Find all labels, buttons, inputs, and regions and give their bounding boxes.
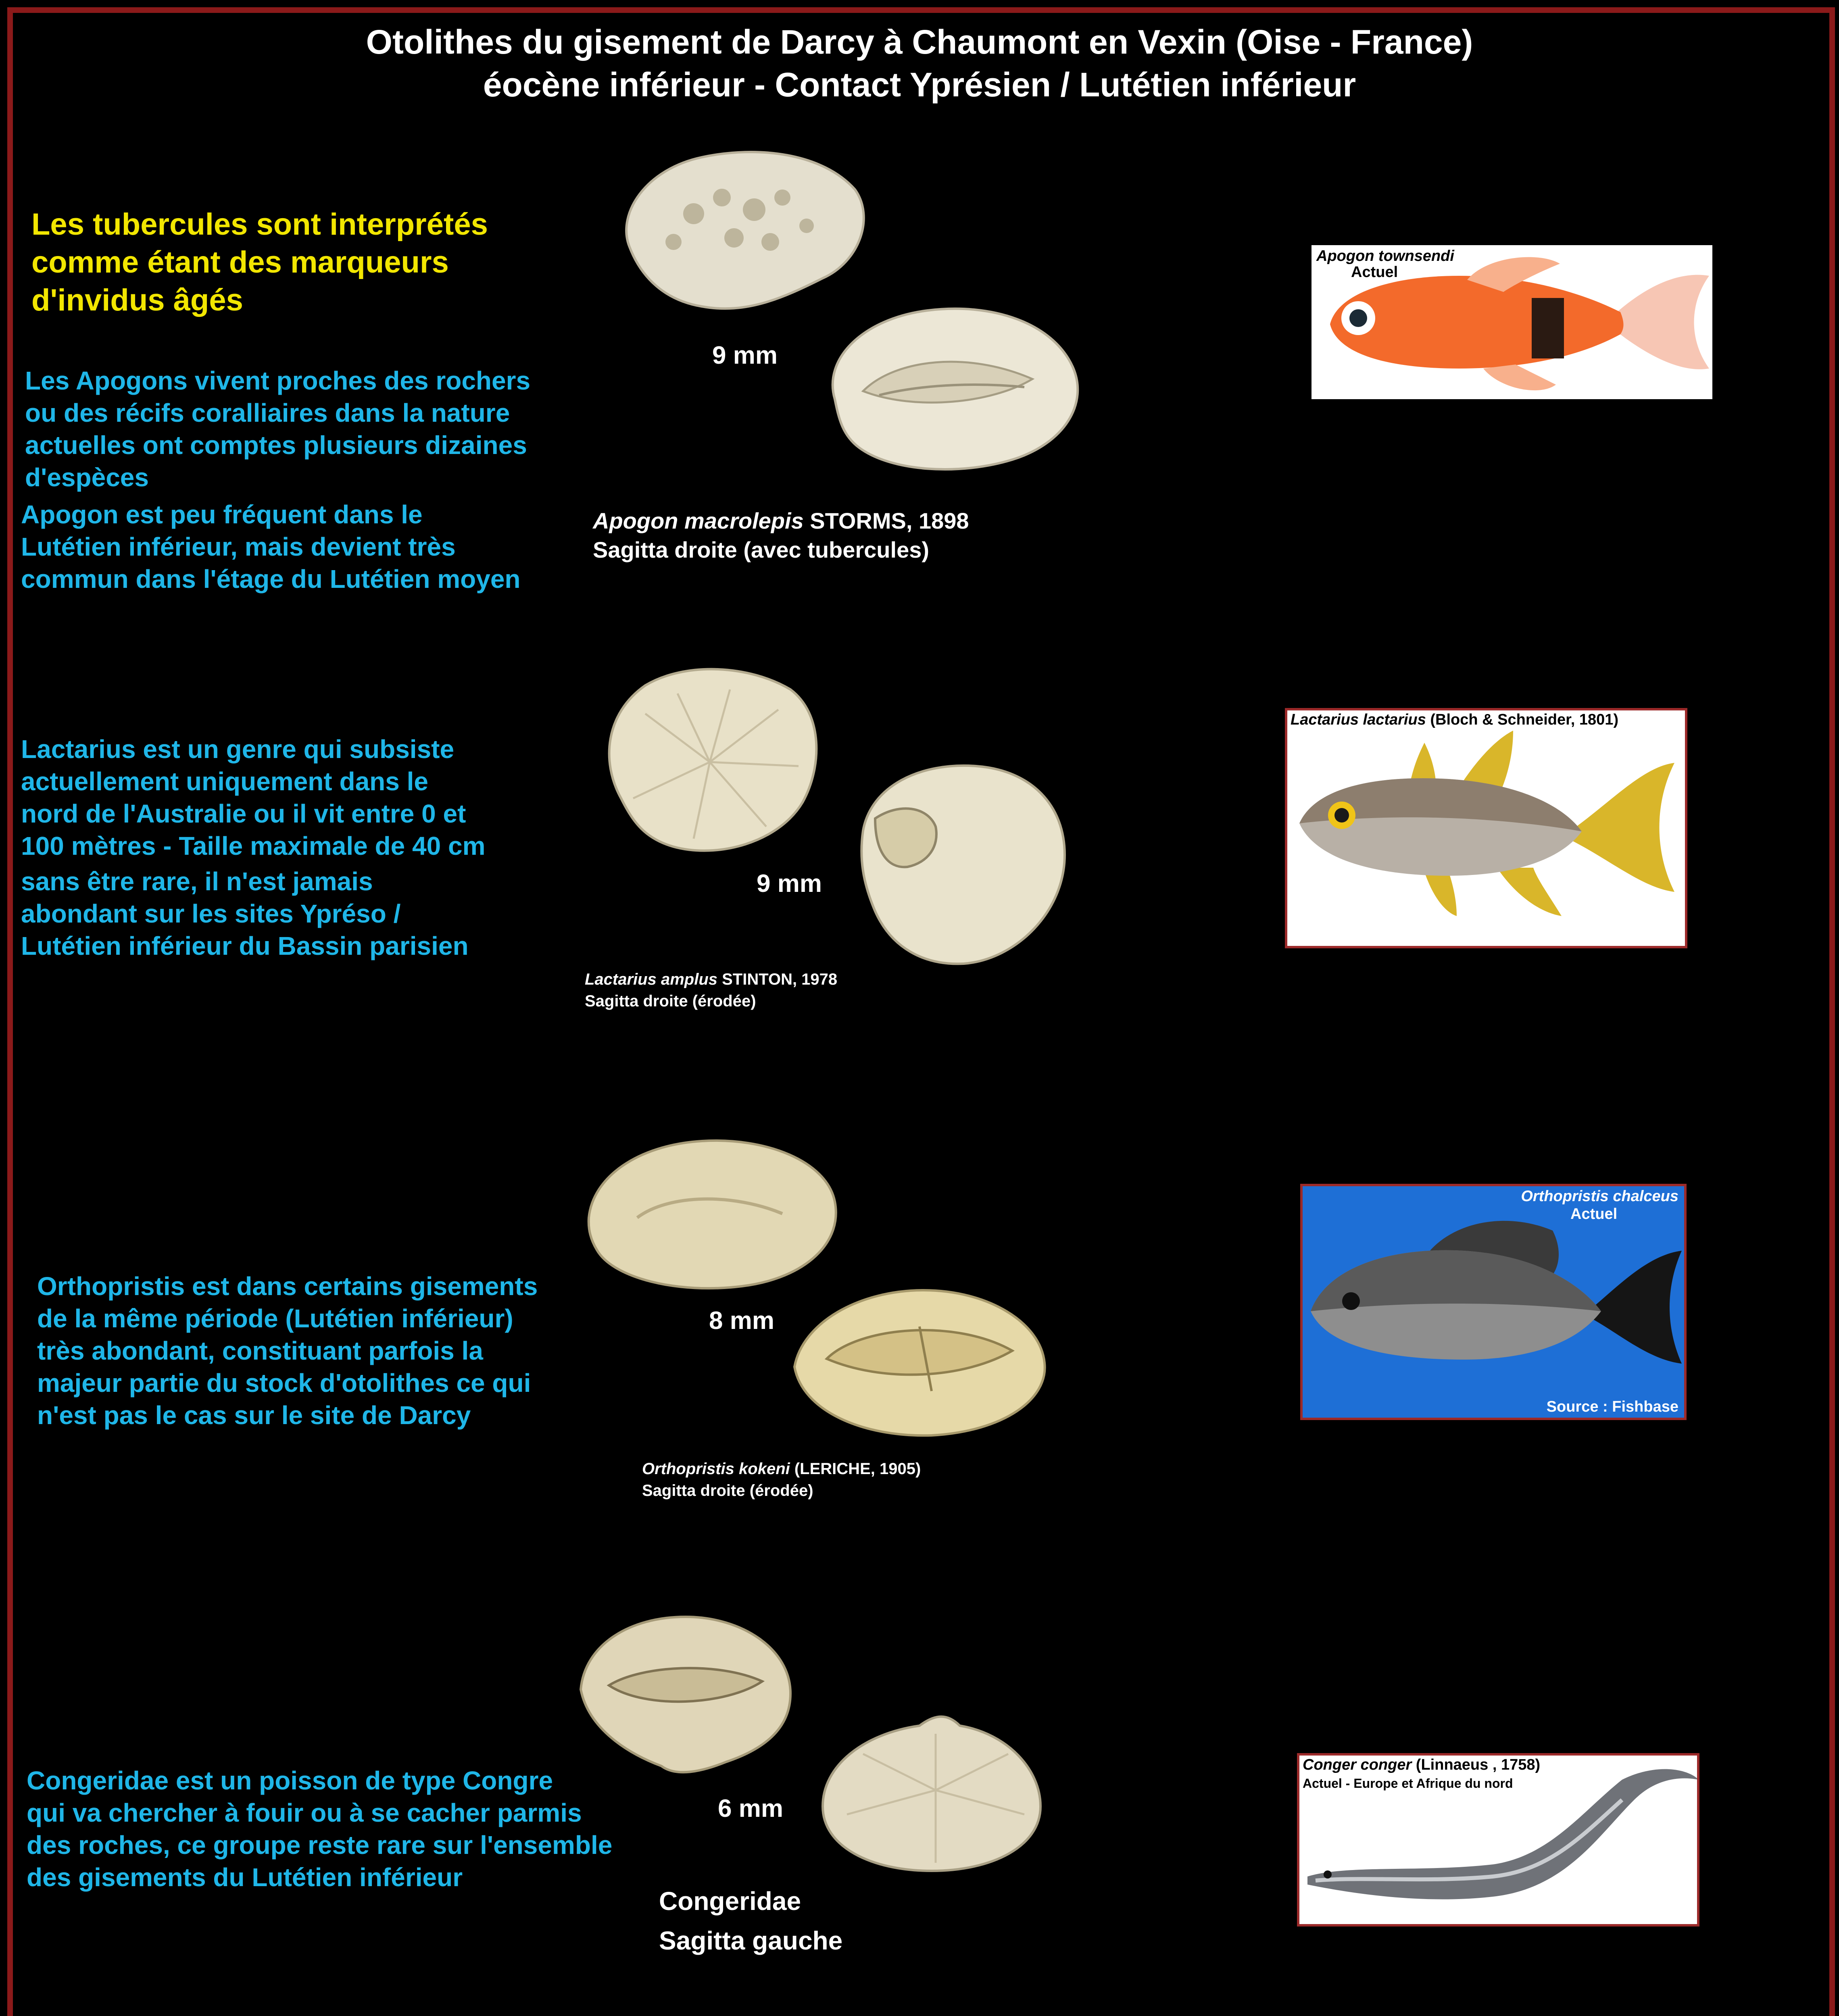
apogon-desc2-line: Lutétien inférieur, mais devient très	[21, 532, 456, 561]
otolith-congeridae-inner	[815, 1710, 1049, 1879]
apogon-desc2-line: commun dans l'étage du Lutétien moyen	[21, 564, 521, 594]
otolith-apogon-outer	[613, 145, 875, 314]
orthopristis-desc-line: Orthopristis est dans certains gisements	[37, 1272, 538, 1301]
congeridae-caption	[659, 1881, 842, 1960]
orthopristis-panel-status: Actuel	[1570, 1206, 1618, 1223]
conger-panel-species: Conger conger	[1303, 1756, 1412, 1773]
lactarius-desc-line: nord de l'Australie ou il vit entre 0 et	[21, 799, 466, 828]
otolith-lactarius-outer	[597, 665, 823, 859]
lactarius-panel-label	[1291, 710, 1618, 729]
congeridae-desc-line: des gisements du Lutétien inférieur	[27, 1863, 463, 1892]
orthopristis-panel-label: Orthopristis chalceus	[1521, 1188, 1678, 1205]
apogon-photo-panel	[1311, 245, 1712, 399]
orthopristis-species-caption	[642, 1458, 921, 1502]
lactarius-species-caption	[585, 968, 837, 1012]
congeridae-family-caption: Congeridae	[659, 1887, 801, 1916]
lactarius-desc2-line: Lutétien inférieur du Bassin parisien	[21, 931, 469, 960]
lactarius-fish-illustration	[1287, 710, 1687, 948]
lactarius-desc-line: Lactarius est un genre qui subsiste	[21, 735, 455, 764]
conger-panel-status: Actuel - Europe et Afrique du nord	[1303, 1776, 1513, 1791]
apogon-desc-line: Les Apogons vivent proches des rochers	[25, 366, 531, 395]
lactarius-sagitta-caption: Sagitta droite (érodée)	[585, 992, 756, 1010]
lactarius-desc-line: actuellement uniquement dans le	[21, 767, 428, 796]
orthopristis-desc-line: de la même période (Lutétien inférieur)	[37, 1304, 513, 1333]
apogon-panel-label: Apogon townsendi	[1316, 248, 1454, 264]
apogon-species-name: Apogon macrolepis	[593, 508, 804, 533]
orthopristis-desc-line: très abondant, constituant parfois la	[37, 1336, 483, 1365]
orthopristis-panel-source: Source : Fishbase	[1546, 1398, 1678, 1415]
congeridae-desc-line: des roches, ce groupe reste rare sur l'ensemble	[27, 1831, 613, 1860]
apogon-note-line: d'invidus âgés	[31, 283, 243, 317]
congeridae-sagitta-caption: Sagitta gauche	[659, 1926, 843, 1955]
apogon-desc2-line: Apogon est peu fréquent dans le	[21, 500, 423, 529]
apogon-desc-line: ou des récifs coralliaires dans la nature	[25, 398, 510, 427]
lactarius-species-name: Lactarius amplus	[585, 971, 718, 988]
lactarius-desc-line: 100 mètres - Taille maximale de 40 cm	[21, 831, 486, 860]
lactarius-desc2-line: abondant sur les sites Ypréso /	[21, 899, 401, 928]
otolith-orthopristis-inner	[786, 1278, 1053, 1439]
congeridae-desc-line: qui va chercher à fouir ou à se cacher parmis	[27, 1798, 582, 1827]
orthopristis-fish-illustration	[1303, 1186, 1687, 1420]
orthopristis-photo-panel	[1300, 1184, 1687, 1420]
apogon-note-line: Les tubercules sont interprétés	[31, 207, 488, 242]
orthopristis-desc-line: majeur partie du stock d'otolithes ce qui	[37, 1368, 531, 1397]
lactarius-desc2-line: sans être rare, il n'est jamais	[21, 867, 373, 896]
orthopristis-desc-line: n'est pas le cas sur le site de Darcy	[37, 1401, 471, 1430]
congeridae-photo-panel	[1297, 1753, 1699, 1926]
lactarius-panel-species: Lactarius lactarius	[1291, 711, 1426, 728]
lactarius-species-author: STINTON, 1978	[717, 971, 838, 988]
orthopristis-scale-label: 8 mm	[709, 1307, 774, 1335]
congeridae-desc-line: Congeridae est un poisson de type Congre	[27, 1766, 553, 1795]
apogon-scale-label: 9 mm	[712, 342, 778, 369]
apogon-species-author: STORMS, 1898	[803, 508, 969, 533]
lactarius-photo-panel	[1285, 708, 1687, 948]
orthopristis-sagitta-caption: Sagitta droite (érodée)	[642, 1482, 813, 1500]
conger-panel-label	[1303, 1756, 1540, 1774]
otolith-orthopristis-outer	[581, 1133, 843, 1294]
apogon-note-line: comme étant des marqueurs	[31, 245, 449, 279]
orthopristis-species-author: (LERICHE, 1905)	[790, 1460, 921, 1478]
apogon-panel-status: Actuel	[1351, 264, 1398, 281]
page-title-line2: éocène inférieur - Contact Yprésien / Lutétien inférieur	[483, 66, 1356, 104]
conger-panel-author: (Linnaeus , 1758)	[1412, 1756, 1541, 1773]
lactarius-panel-author: (Bloch & Schneider, 1801)	[1426, 711, 1619, 728]
apogon-species-caption	[593, 506, 969, 564]
apogon-sagitta-caption: Sagitta droite (avec tubercules)	[593, 537, 930, 562]
otolith-lactarius-inner	[847, 758, 1073, 968]
otolith-congeridae-outer	[573, 1609, 799, 1778]
apogon-desc-line: d'espèces	[25, 463, 149, 492]
congeridae-scale-label: 6 mm	[718, 1795, 783, 1822]
apogon-desc-line: actuelles ont comptes plusieurs dizaines	[25, 431, 527, 460]
orthopristis-species-name: Orthopristis kokeni	[642, 1460, 790, 1478]
page-title-line1: Otolithes du gisement de Darcy à Chaumont en Vexin (Oise - France)	[366, 23, 1473, 61]
lactarius-scale-label: 9 mm	[757, 870, 822, 898]
otolith-apogon-inner	[823, 298, 1089, 476]
